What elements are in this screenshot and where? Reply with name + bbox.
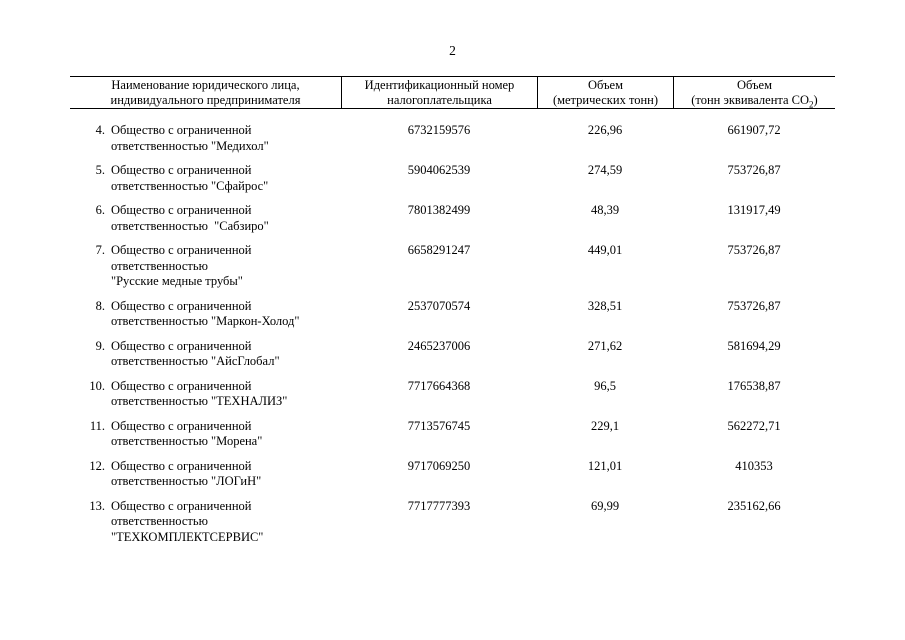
co2-tons-value: 562272,71 xyxy=(727,418,781,433)
co2-tons-value: 131917,49 xyxy=(727,203,781,217)
row-number: 8. xyxy=(95,298,105,313)
header-co2-line2 xyxy=(674,93,835,113)
table-body xyxy=(70,109,835,545)
row-number: 9. xyxy=(95,338,105,353)
metric-tons-value: 328,51 xyxy=(587,298,623,313)
organization-name-line: ответственностью "Морена" xyxy=(111,434,263,448)
row-name-cell xyxy=(70,419,341,450)
organization-name-line: Общество с ограниченной xyxy=(111,458,252,473)
header-co2-prefix: (тонн эквивалента CO xyxy=(691,93,810,107)
inn-value: 7717664368 xyxy=(407,378,471,393)
row-name-cell xyxy=(70,243,341,290)
header-co2-column xyxy=(673,77,835,108)
metric-tons-value: 226,96 xyxy=(587,123,623,137)
organization-name-line: Общество с ограниченной xyxy=(111,338,252,353)
organization-name-line: ответственностью xyxy=(111,514,208,528)
metric-tons-value: 96,5 xyxy=(594,378,616,393)
co2-tons-value: 176538,87 xyxy=(727,378,781,393)
row-name-cell xyxy=(70,379,341,410)
metric-tons-value: 121,01 xyxy=(587,458,623,473)
header-inn-line1: Идентификационный номер xyxy=(364,78,515,92)
organization-name-line: ответственностью "ТЕХНАЛИЗ" xyxy=(111,394,288,408)
organization-name-line: ответственностью "ЛОГиН" xyxy=(111,474,262,488)
inn-value: 7713576745 xyxy=(407,418,471,433)
inn-value: 2537070574 xyxy=(407,298,471,313)
co2-tons-value: 235162,66 xyxy=(727,498,781,513)
header-name-line2: индивидуального предпринимателя xyxy=(110,93,301,107)
header-name-line1: Наименование юридического лица, xyxy=(111,78,300,92)
inn-value: 6732159576 xyxy=(407,123,471,137)
row-name-cell xyxy=(70,123,341,154)
organization-name-line: ответственностью "Маркон-Холод" xyxy=(111,314,300,328)
organization-name xyxy=(105,163,268,194)
page-number: 2 xyxy=(449,43,456,58)
table-row xyxy=(70,203,835,234)
organization-name xyxy=(105,419,262,450)
organization-name-line: Общество с ограниченной xyxy=(111,498,252,513)
registry-table xyxy=(70,76,835,554)
metric-tons-value: 271,62 xyxy=(587,338,623,353)
organization-name-line: ответственностью "АйсГлобал" xyxy=(111,354,280,368)
row-number: 11. xyxy=(89,418,105,433)
organization-name xyxy=(105,123,269,154)
table-row xyxy=(70,123,835,154)
co2-tons-value: 753726,87 xyxy=(727,243,781,257)
header-metric-line2: (метрических тонн) xyxy=(552,93,659,107)
table-row xyxy=(70,299,835,330)
co2-tons-value: 581694,29 xyxy=(727,338,781,353)
header-metric-line1: Объем xyxy=(588,78,623,92)
metric-tons-value: 229,1 xyxy=(590,418,620,433)
table-row xyxy=(70,243,835,290)
metric-tons-value: 48,39 xyxy=(590,203,620,217)
table-row xyxy=(70,379,835,410)
organization-name-line: Общество с ограниченной xyxy=(111,418,252,433)
metric-tons-value: 449,01 xyxy=(587,243,623,257)
organization-name xyxy=(105,459,261,490)
organization-name xyxy=(105,299,300,330)
organization-name xyxy=(105,339,280,370)
organization-name xyxy=(105,379,287,410)
inn-value: 6658291247 xyxy=(407,243,471,257)
organization-name-line: Общество с ограниченной xyxy=(111,243,252,257)
header-co2-line1: Объем xyxy=(737,78,772,92)
row-number: 13. xyxy=(89,498,105,513)
organization-name xyxy=(105,499,263,546)
row-name-cell xyxy=(70,499,341,546)
row-number: 4. xyxy=(95,123,105,137)
metric-tons-value: 274,59 xyxy=(587,163,623,177)
row-name-cell xyxy=(70,459,341,490)
co2-tons-value: 753726,87 xyxy=(727,298,781,313)
header-metric-column xyxy=(537,77,673,108)
header-inn-line2: налогоплательщика xyxy=(387,93,492,107)
inn-value: 9717069250 xyxy=(407,458,471,473)
co2-tons-value: 661907,72 xyxy=(727,123,781,137)
organization-name-line: ответственностью xyxy=(111,258,208,273)
table-row xyxy=(70,163,835,194)
inn-value: 7717777393 xyxy=(407,498,471,513)
row-number: 5. xyxy=(95,163,105,177)
header-co2-subscript: 2 xyxy=(809,99,814,110)
inn-value: 5904062539 xyxy=(407,163,471,177)
row-number: 10. xyxy=(89,378,105,393)
row-name-cell xyxy=(70,163,341,194)
header-inn-column xyxy=(341,77,537,108)
organization-name-line: ответственностью "Медихол" xyxy=(111,138,269,153)
organization-name-line: "ТЕХКОМПЛЕКТСЕРВИС" xyxy=(111,529,264,544)
metric-tons-value: 69,99 xyxy=(590,498,620,513)
row-number: 6. xyxy=(95,203,105,217)
co2-tons-value: 410353 xyxy=(735,458,773,473)
organization-name-line: Общество с ограниченной xyxy=(111,203,252,217)
organization-name xyxy=(105,243,251,290)
row-name-cell xyxy=(70,203,341,234)
inn-value: 7801382499 xyxy=(407,203,471,217)
table-row xyxy=(70,499,835,546)
organization-name-line: Общество с ограниченной xyxy=(111,298,252,313)
organization-name-line: "Русские медные трубы" xyxy=(111,274,243,288)
header-co2-suffix: ) xyxy=(813,93,818,107)
co2-tons-value: 753726,87 xyxy=(727,163,781,177)
organization-name-line: Общество с ограниченной xyxy=(111,378,252,393)
organization-name-line: Общество с ограниченной xyxy=(111,123,252,137)
row-name-cell xyxy=(70,299,341,330)
organization-name xyxy=(105,203,269,234)
table-row xyxy=(70,339,835,370)
table-row xyxy=(70,459,835,490)
table-header xyxy=(70,76,835,109)
table-row xyxy=(70,419,835,450)
row-number: 12. xyxy=(89,458,105,473)
organization-name-line: ответственностью "Сабзиро" xyxy=(111,218,269,233)
inn-value: 2465237006 xyxy=(407,338,471,353)
row-number: 7. xyxy=(95,243,105,257)
header-name-column xyxy=(70,77,341,108)
organization-name-line: ответственностью "Сфайрос" xyxy=(111,178,269,193)
organization-name-line: Общество с ограниченной xyxy=(111,163,252,177)
row-name-cell xyxy=(70,339,341,370)
